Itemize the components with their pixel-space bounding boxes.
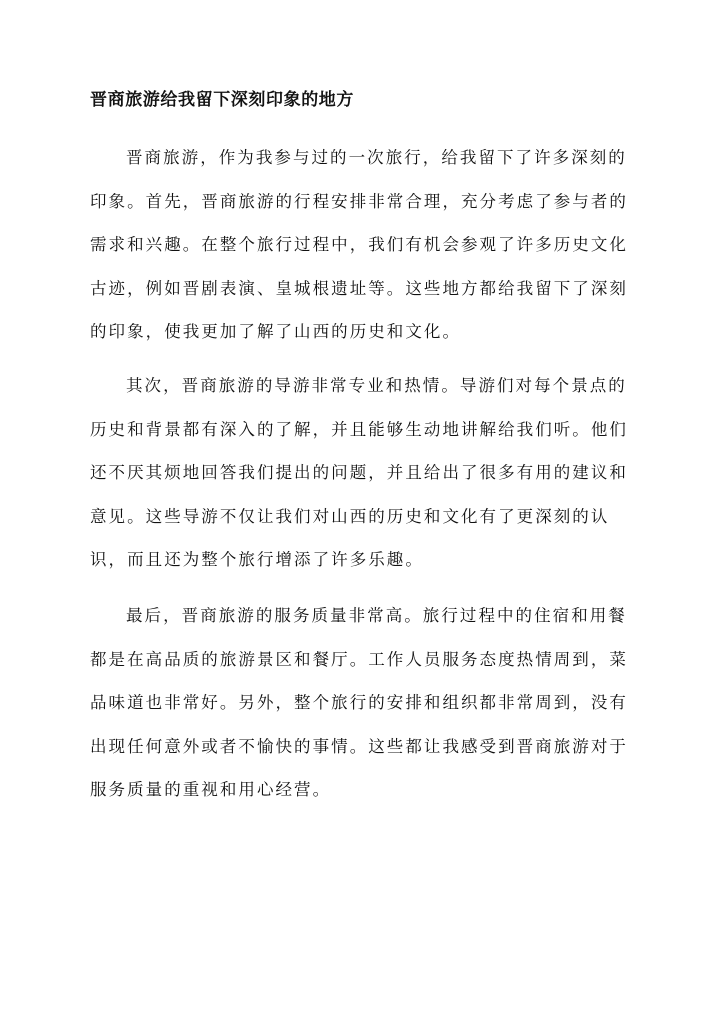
paragraph-3: 最后，晋商旅游的服务质量非常高。旅行过程中的住宿和用餐都是在高品质的旅游景区和餐厅。工作人员服务态度热情周到，菜品味道也非常好。另外，整个旅行的安排和组织都非常周到，没有出现任何意外或者不愉快的事情。这些都让我感受到晋商旅游对于服务质量的重视和用心经营。 — [90, 606, 628, 799]
document-title: 晋商旅游给我留下深刻印象的地方 — [90, 90, 354, 110]
paragraph-2: 其次，晋商旅游的导游非常专业和热情。导游们对每个景点的历史和背景都有深入的了解，并且能够生动地讲解给我们听。他们还不厌其烦地回答我们提出的问题，并且给出了很多有用的建议和意见。这些导游不仅让我们对山西的历史和文化有了更深刻的认识，而且还为整个旅行增添了许多乐趣。 — [90, 376, 628, 569]
paragraph-1: 晋商旅游，作为我参与过的一次旅行，给我留下了许多深刻的印象。首先，晋商旅游的行程安排非常合理，充分考虑了参与者的需求和兴趣。在整个旅行过程中，我们有机会参观了许多历史文化古迹，例如晋剧表演、皇城根遗址等。这些地方都给我留下了深刻的印象，使我更加了解了山西的历史和文化。 — [90, 148, 628, 341]
